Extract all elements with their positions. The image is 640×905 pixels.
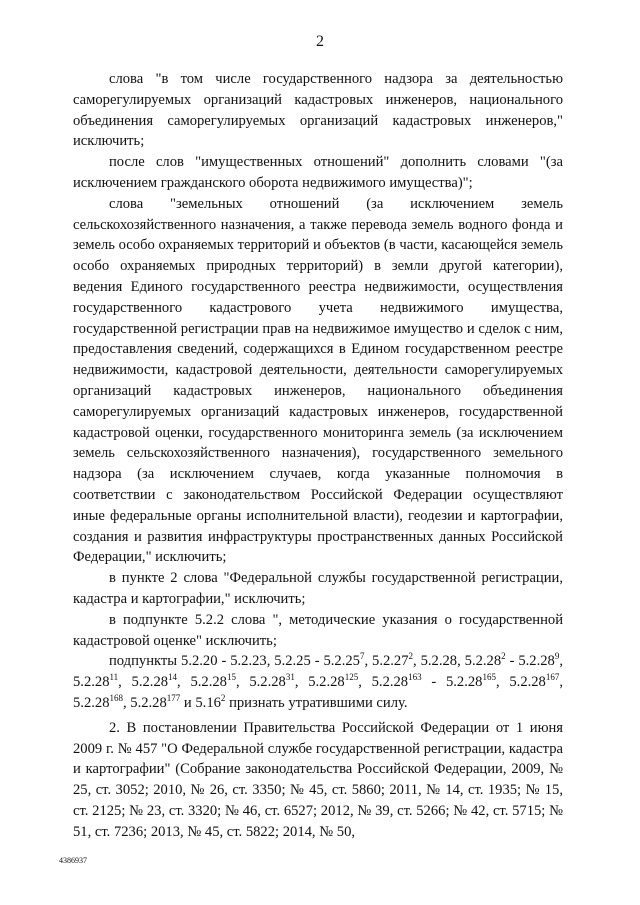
document-code: 4386937 (59, 856, 87, 865)
paragraph-subpoints-repealed: подпункты 5.2.20 - 5.2.23, 5.2.25 - 5.2.25$^7$, 5.2.27$^2$, 5.2.28, 5.2.28$^2$ - 5.2.28$^9$, 5.2.28$^{11}$, 5.2.28$^{14}$, 5.2.28$^{15}$, 5.2.28$^{31}$, 5.2.28$^{125}$, 5.2.28$^{163}$ - 5.2.28$^{165}$, 5.2.28$^{167}$, 5.2.28$^{168}$, 5.2.28$^{177}$ и 5.16$^2$ признать утратившими силу. (73, 651, 564, 711)
paragraph-delete-land-relations: слова "земельных отношений (за исключением земель сельскохозяйственного назначения, а также перевода земель водного фонда и земель особо охраняемых территорий и объектов (в части, касающейся земель особо охраняемых природных территорий) в земли другой категории), ведения Единого государственного реестра недвижимости, осуществления государственного кадастрового учета недвижимого имущества, государственной регистрации прав на недвижимое имущество и сделок с ним, предоставления сведений, содержащихся в Едином государственном реестре недвижимости, кадастровой деятельности, деятельности саморегулируемых организаций кадастровых инженеров, национального объединения саморегулируемых организаций кадастровых инженеров, государственной кадастровой оценки, государственного мониторинга земель (за исключением земель сельскохозяйственного назначения), государственного земельного надзора (за исключением случаев, когда указанные полномочия в соответствии с законодательством Российской Федерации осуществляют иные федеральные органы исполнительной власти), геодезии и картографии, создания и развития инфраструктуры пространственных данных Российской Федерации," исключить; (73, 195, 563, 566)
paragraph-subpoint-5-2-2: в подпункте 5.2.2 слова ", методические указания о государственной кадастровой оценке" исключить; (73, 611, 563, 649)
document-body (73, 69, 563, 842)
paragraph-point-2: в пункте 2 слова "Федеральной службы государственной регистрации, кадастра и картографии," исключить; (73, 570, 563, 607)
paragraph-delete-supervision: слова "в том числе государственного надзора за деятельностью саморегулируемых организаций кадастровых инженеров, национального объединения саморегулируемых организаций кадастровых инженеров," исключить; (73, 71, 563, 150)
paragraph-item-2: 2. В постановлении Правительства Российской Федерации от 1 июня 2009 г. № 457 "О Федеральной службе государственной регистрации, кадастра и картографии" (Собрание законодательства Российской Федерации, 2009, № 25, ст. 3052; 2010, № 26, ст. 3350; № 45, ст. 5860; 2011, № 14, ст. 1935; № 15, ст. 2125; № 23, ст. 3320; № 46, ст. 6527; 2012, № 39, ст. 5266; № 42, ст. 5715; № 51, ст. 7236; 2013, № 45, ст. 5822; 2014, № 50, (73, 719, 563, 840)
paragraph-add-exclusion: после слов "имущественных отношений" дополнить словами "(за исключением гражданского оборота недвижимого имущества)"; (73, 154, 563, 191)
page-number: 2 (316, 33, 324, 50)
